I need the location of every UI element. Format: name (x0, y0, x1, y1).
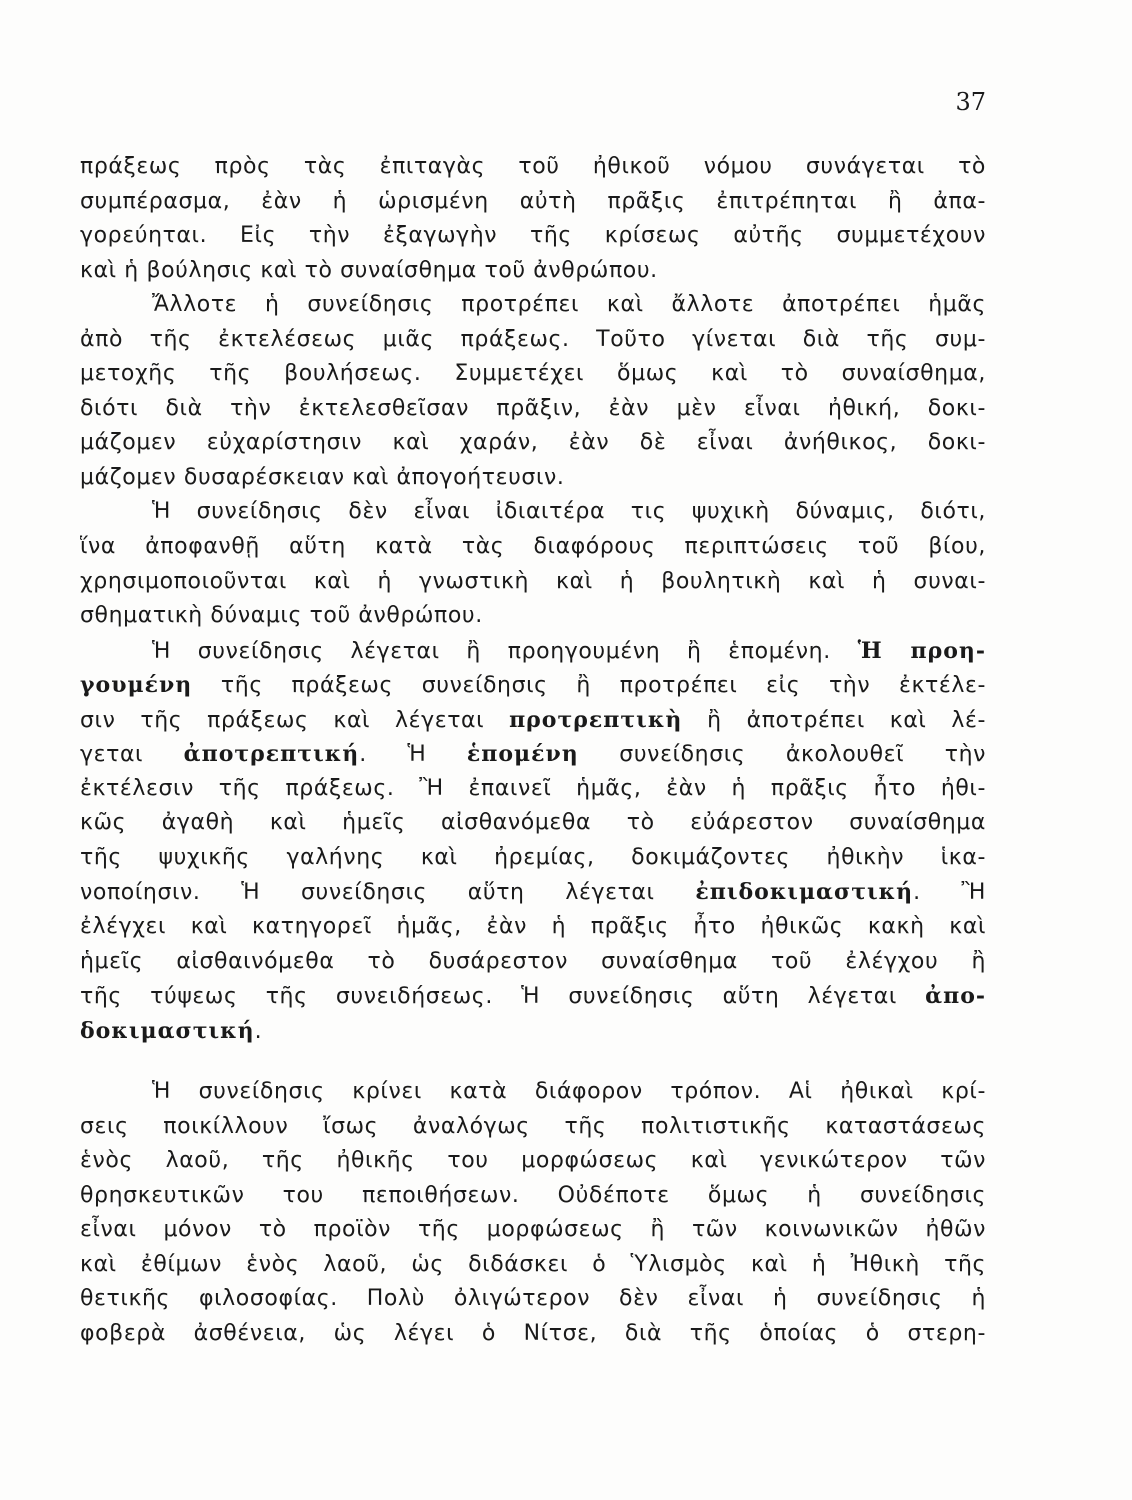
text-run: συνείδησις ἀκολουθεῖ τὴν (578, 742, 986, 768)
text-run: συμπέρασμα, ἐὰν ἡ ὡρισμένη αὐτὴ πρᾶξις ἐπιτρέπηται ἢ ἀπα- (80, 188, 986, 214)
text-run: σιν τῆς πράξεως καὶ λέγεται (80, 707, 510, 733)
text-line (80, 495, 986, 530)
text-line (80, 599, 986, 634)
text-run: . (254, 1018, 263, 1044)
text-line (80, 772, 986, 807)
text-run: Ἡ συνείδησις κρίνει κατὰ διάφορον τρόπον. Αἱ ἠθικαὶ κρί- (152, 1079, 986, 1104)
text-run: κῶς ἀγαθὴ καὶ ἡμεῖς αἰσθανόμεθα τὸ εὐάρεστον συναίσθημα (80, 810, 986, 836)
paragraph-block-2 (80, 1075, 986, 1351)
text-run: τῆς ψυχικῆς γαλήνης καὶ ἠρεμίας, δοκιμάζοντες ἠθικὴν ἱκα- (80, 844, 986, 870)
text-line (80, 841, 986, 876)
text-run: διότι διὰ τὴν ἐκτελεσθεῖσαν πρᾶξιν, ἐὰν μὲν εἶναι ἠθική, δοκι- (80, 395, 986, 421)
paragraph-block-1 (80, 150, 986, 1048)
text-line (80, 1014, 986, 1049)
text-line (80, 565, 986, 600)
text-run: τῆς πράξεως συνείδησις ἢ προτρέπει εἰς τὴν ἐκτέλε- (192, 673, 986, 699)
text-line (80, 288, 986, 323)
text-line (80, 1248, 986, 1283)
bold-term: ἐπιδοκιμαστική (695, 879, 914, 906)
text-line (80, 530, 986, 565)
text-run: ἀπὸ τῆς ἐκτελέσεως μιᾶς πράξεως. Τοῦτο γίνεται διὰ τῆς συμ- (80, 326, 986, 352)
text-run: νοποίησιν. Ἡ συνείδησις αὕτη λέγεται (80, 880, 696, 906)
text-run: μάζομεν δυσαρέσκειαν καὶ ἀπογοήτευσιν. (80, 464, 565, 490)
text-run: καὶ ἡ βούλησις καὶ τὸ συναίσθημα τοῦ ἀνθρώπου. (80, 257, 658, 283)
text-run: φοβερὰ ἀσθένεια, ὡς λέγει ὁ Νίτσε, διὰ τῆς ὁποίας ὁ στερη- (80, 1320, 986, 1346)
text-line (80, 979, 986, 1014)
text-run: ἵνα ἀποφανθῇ αὕτη κατὰ τὰς διαφόρους περιπτώσεις τοῦ βίου, (80, 534, 986, 560)
text-line (80, 806, 986, 841)
page-number: 37 (955, 88, 986, 116)
text-run: τῆς τύψεως τῆς συνειδήσεως. Ἡ συνείδησις αὕτη λέγεται (80, 984, 926, 1010)
text-run: μάζομεν εὐχαρίστησιν καὶ χαράν, ἐὰν δὲ εἶναι ἀνήθικος, δοκι- (80, 430, 986, 456)
bold-term: προτρεπτικὴ (509, 706, 683, 733)
text-line (80, 1317, 986, 1352)
text-line (80, 703, 986, 738)
text-run: καὶ ἐθίμων ἑνὸς λαοῦ, ὡς διδάσκει ὁ Ὑλισμὸς καὶ ἡ Ἠθικὴ τῆς (80, 1251, 986, 1277)
text-line (80, 1282, 986, 1317)
text-line (80, 323, 986, 358)
text-run: Ἡ συνείδησις δὲν εἶναι ἰδιαιτέρα τις ψυχικὴ δύναμις, διότι, (152, 499, 986, 525)
text-run: ἑνὸς λαοῦ, τῆς ἠθικῆς του μορφώσεως καὶ γενικώτερον τῶν (80, 1148, 986, 1174)
text-run: χρησιμοποιοῦνται καὶ ἡ γνωστικὴ καὶ ἡ βουλητικὴ καὶ ἡ συναι- (80, 568, 986, 594)
text-run: σθηματικὴ δύναμις τοῦ ἀνθρώπου. (80, 603, 483, 629)
text-line (80, 185, 986, 220)
text-run: ἢ ἀποτρέπει καὶ λέ- (682, 707, 986, 733)
text-line (80, 634, 986, 669)
text-line (80, 1075, 986, 1110)
text-line (80, 150, 986, 185)
text-run: πράξεως πρὸς τὰς ἐπιταγὰς τοῦ ἠθικοῦ νόμου συνάγεται τὸ (80, 154, 986, 179)
text-line (80, 426, 986, 461)
text-run: σεις ποικίλλουν ἴσως ἀναλόγως τῆς πολιτιστικῆς καταστάσεως (80, 1113, 986, 1139)
text-run: θρησκευτικῶν του πεποιθήσεων. Οὐδέποτε ὅμως ἡ συνείδησις (80, 1182, 986, 1208)
bold-term: ἀποτρεπτική (183, 741, 360, 768)
text-line (80, 945, 986, 980)
text-line (80, 737, 986, 772)
text-line (80, 875, 986, 910)
text-run: ἡμεῖς αἰσθαινόμεθα τὸ δυσάρεστον συναίσθημα τοῦ ἐλέγχου ἢ (80, 948, 986, 974)
text-run: Ἄλλοτε ἡ συνείδησις προτρέπει καὶ ἄλλοτε ἀποτρέπει ἡμᾶς (152, 292, 986, 318)
text-line (80, 219, 986, 254)
text-run: εἶναι μόνον τὸ προϊὸν τῆς μορφώσεως ἢ τῶν κοινωνικῶν ἠθῶν (80, 1217, 986, 1243)
text-run: . Ἡ (359, 742, 467, 768)
text-line (80, 392, 986, 427)
text-line (80, 254, 986, 289)
text-line (80, 668, 986, 703)
text-line (80, 1110, 986, 1145)
text-run: ἐλέγχει καὶ κατηγορεῖ ἡμᾶς, ἐὰν ἡ πρᾶξις ἦτο ἠθικῶς κακὴ καὶ (80, 914, 986, 940)
bold-term: ἀπο- (925, 983, 986, 1010)
text-run: γορεύηται. Εἰς τὴν ἐξαγωγὴν τῆς κρίσεως αὐτῆς συμμετέχουν (80, 223, 986, 249)
text-line (80, 1213, 986, 1248)
text-run: θετικῆς φιλοσοφίας. Πολὺ ὀλιγώτερον δὲν εἶναι ἡ συνείδησις ἡ (80, 1286, 986, 1312)
text-run: ἐκτέλεσιν τῆς πράξεως. Ἢ ἐπαινεῖ ἡμᾶς, ἐὰν ἡ πρᾶξις ἦτο ἠθι- (80, 775, 986, 801)
text-run: . Ἢ (913, 880, 986, 906)
bold-term: γουμένη (80, 672, 193, 699)
text-line (80, 461, 986, 496)
text-line (80, 910, 986, 945)
bold-term: δοκιμαστική (80, 1017, 255, 1044)
bold-term: ἑπομένη (466, 741, 579, 768)
text-line (80, 1144, 986, 1179)
text-line (80, 357, 986, 392)
text-run: γεται (80, 742, 184, 768)
text-run: Ἡ συνείδησις λέγεται ἢ προηγουμένη ἢ ἑπομένη. (152, 638, 858, 664)
text-run: μετοχῆς τῆς βουλήσεως. Συμμετέχει ὅμως καὶ τὸ συναίσθημα, (80, 361, 986, 387)
bold-term: Ἡ προη- (857, 637, 986, 664)
text-line (80, 1179, 986, 1214)
